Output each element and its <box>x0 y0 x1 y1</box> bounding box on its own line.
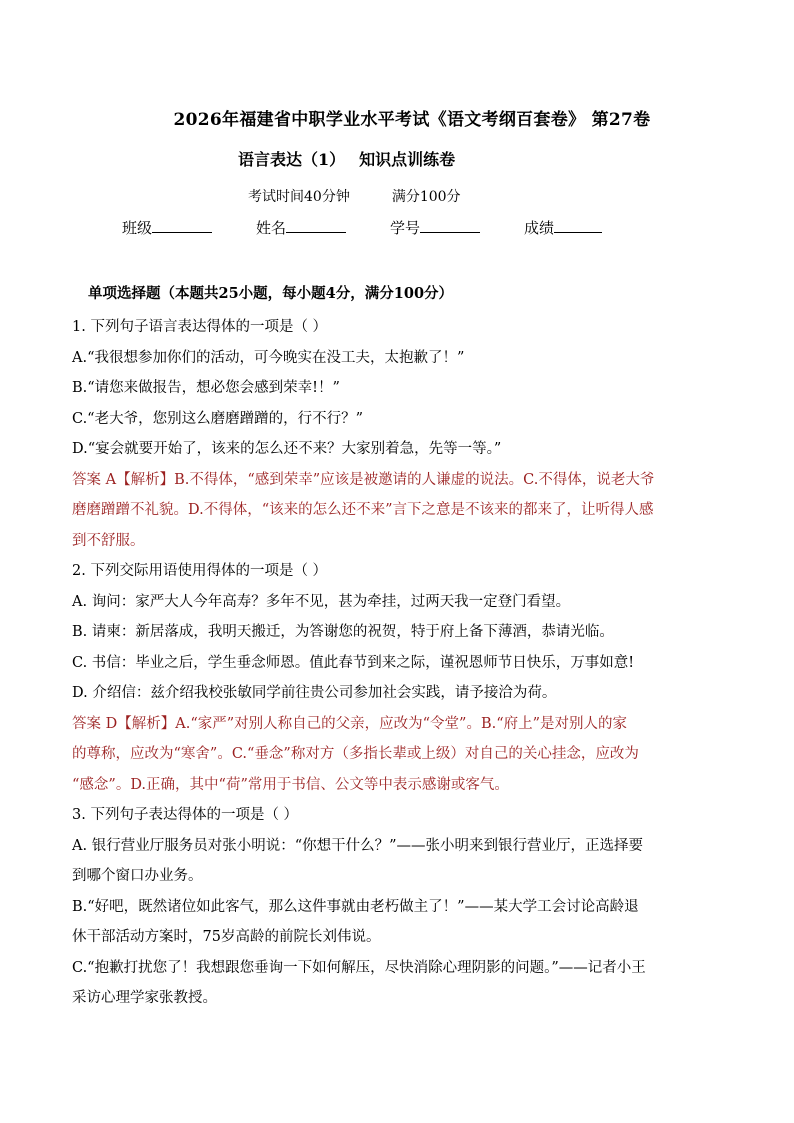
option-c: C. 书信：毕业之后，学生垂念师恩。值此春节到来之际，谨祝恩师节日快乐，万事如意! <box>72 654 635 671</box>
question-2 <box>72 556 732 800</box>
option-c-cont: 采访心理学家张教授。 <box>72 990 217 1006</box>
question-1 <box>72 312 732 556</box>
exam-score: 满分100分 <box>391 189 461 205</box>
class-label: 班级 <box>122 219 153 237</box>
exam-time: 考试时间40分钟 <box>248 189 350 205</box>
student-id-blank[interactable] <box>420 218 480 233</box>
option-a: A.“我很想参加你们的活动，可今晚实在没工夫，太抱歉了！” <box>72 349 465 366</box>
subtitle-topic: 语言表达（1） <box>238 150 346 169</box>
name-label: 姓名 <box>256 219 287 237</box>
grade-blank[interactable] <box>554 218 602 233</box>
question-stem: 3. 下列句子表达得体的一项是（ ） <box>72 807 299 823</box>
class-field[interactable] <box>122 217 212 238</box>
answer-line: 答案 A【解析】B.不得体，“感到荣幸”应该是被邀请的人谦虚的说法。C.不得体，说老大爷 <box>72 471 655 488</box>
student-id-field[interactable] <box>390 217 480 238</box>
option-a: A. 询问：家严大人今年高寿？多年不见，甚为牵挂，过两天我一定登门看望。 <box>72 593 571 610</box>
option-a: A. 银行营业厅服务员对张小明说：“你想干什么？”——张小明来到银行营业厅，正选择要 <box>72 837 644 854</box>
option-d: D. 介绍信：兹介绍我校张敏同学前往贵公司参加社会实践，请予接洽为荷。 <box>72 685 557 701</box>
answer-line: 答案 D【解析】A.“家严”对别人称自己的父亲，应改为“令堂”。B.“府上”是对别人的家 <box>72 715 628 732</box>
option-b-cont: 休干部活动方案时，75岁高龄的前院长刘伟说。 <box>72 929 381 945</box>
student-info-line <box>122 217 646 238</box>
question-3 <box>72 800 732 1014</box>
grade-field[interactable] <box>524 217 602 238</box>
option-a-cont: 到哪个窗口办业务。 <box>72 868 203 884</box>
answer-line: 的尊称，应改为“寒舍”。C.“垂念”称对方（多指长辈或上级）对自己的关心挂念，应改为 <box>72 746 639 762</box>
questions-area <box>72 312 732 1014</box>
answer-explanation <box>72 709 732 801</box>
option-c: C.“老大爷，您别这么磨磨蹭蹭的，行不行？” <box>72 410 364 427</box>
class-blank[interactable] <box>152 218 212 233</box>
answer-explanation <box>72 465 732 557</box>
option-b: B. 请柬：新居落成，我明天搬迁，为答谢您的祝贺，特于府上备下薄酒，恭请光临。 <box>72 624 614 640</box>
student-id-label: 学号 <box>390 219 421 237</box>
subtitle-type: 知识点训练卷 <box>359 150 456 169</box>
answer-line: “感念”。D.正确，其中“荷”常用于书信、公文等中表示感谢或客气。 <box>72 776 509 793</box>
page-subtitle <box>238 147 455 170</box>
answer-line: 到不舒服。 <box>72 532 145 549</box>
grade-label: 成绩 <box>524 219 555 237</box>
option-d: D.“宴会就要开始了，该来的怎么还不来？大家别着急，先等一等。” <box>72 441 502 457</box>
page-title: 2026年福建省中职学业水平考试《语文考纲百套卷》 第27卷 <box>173 110 651 130</box>
option-c: C.“抱歉打扰您了！我想跟您垂询一下如何解压，尽快消除心理阴影的问题。”——记者小王 <box>72 959 646 976</box>
name-field[interactable] <box>256 217 346 238</box>
name-blank[interactable] <box>286 218 346 233</box>
question-stem: 2. 下列交际用语使用得体的一项是（ ） <box>72 563 328 579</box>
section-title: 单项选择题（本题共25小题，每小题4分，满分100分） <box>88 285 454 302</box>
option-b: B.“请您来做报告，想必您会感到荣幸!！” <box>72 380 340 396</box>
question-stem: 1. 下列句子语言表达得体的一项是（ ） <box>72 319 328 335</box>
answer-line: 磨磨蹭蹭不礼貌。D.不得体，“该来的怎么还不来”言下之意是不该来的都来了，让听得人感 <box>72 502 654 518</box>
option-b: B.“好吧，既然诸位如此客气，那么这件事就由老朽做主了！”——某大学工会讨论高龄退 <box>72 898 639 915</box>
exam-meta <box>248 186 461 206</box>
